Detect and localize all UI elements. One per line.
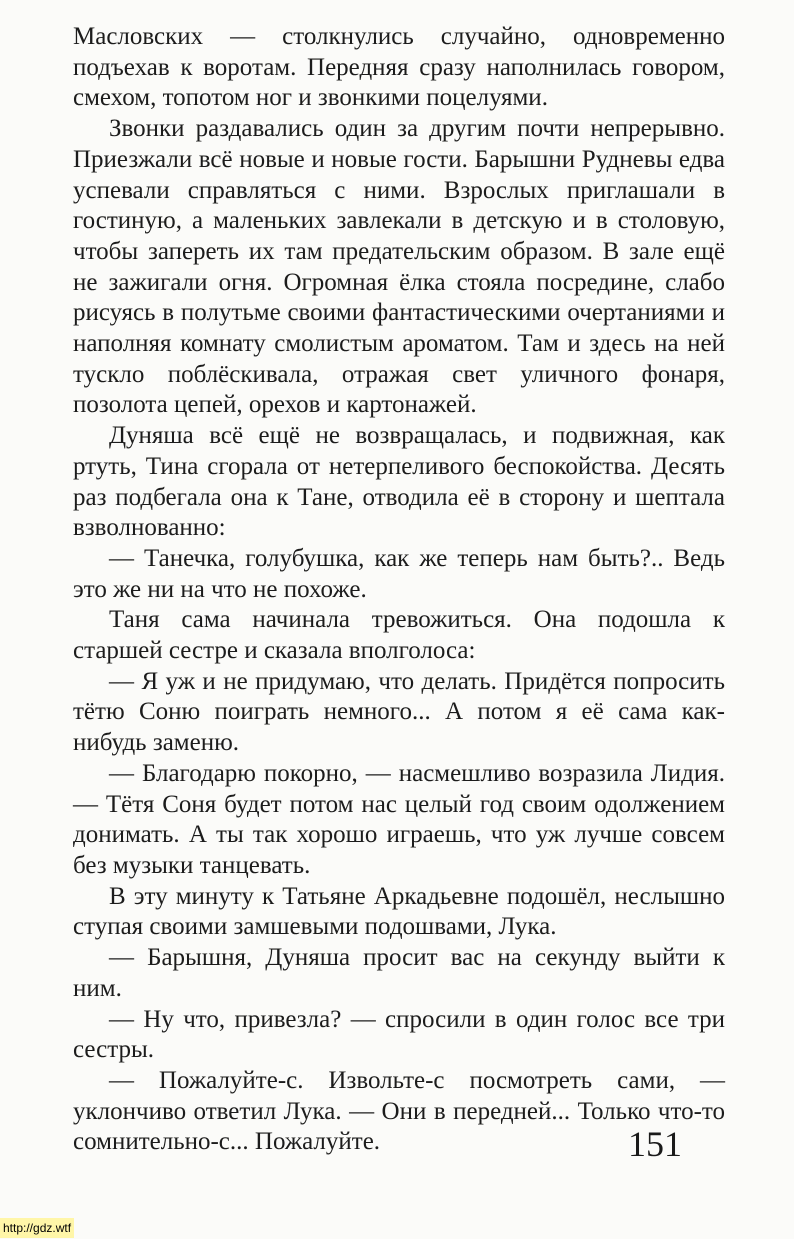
paragraph-1: Масловских — столкнулись случайно, одновременно подъехав к воротам. Передняя сразу наполнилась говором, смехом, топотом ног и звонкими поцелуями. bbox=[73, 23, 725, 112]
watermark-link[interactable]: http://gdz.wtf bbox=[0, 1218, 74, 1238]
paragraph-3: Дуняша всё ещё не возвращалась, и подвижная, как ртуть, Тина сгорала от нетерпеливого беспокойства. Десять раз подбегала она к Тане, отводила её в сторону и шептала взволнованно: bbox=[73, 422, 725, 542]
paragraph-8: В эту минуту к Татьяне Аркадьевне подошёл, неслышно ступая своими замшевыми подошвами, Лука. bbox=[73, 882, 725, 941]
paragraph-7: — Благодарю покорно, — насмешливо возразила Лидия. — Тётя Соня будет потом нас целый год своим одолжением донимать. А ты так хорошо играешь, что уж лучше совсем без музыки танцевать. bbox=[73, 759, 725, 879]
paragraph-2: Звонки раздавались один за другим почти непрерывно. Приезжали всё новые и новые гости. Барышни Рудневы едва успевали справляться с ними. Взрослых приглашали в гостиную, а маленьких завлекали в детскую и в столовую, чтобы запереть их там предательским образом. В зале ещё не зажигали огня. Огромная ёлка стояла посредине, слабо рисуясь в полутьме своими фантастическими очертаниями и наполняя комнату смолистым ароматом. Там и здесь на ней тускло поблёскивала, отражая свет уличного фонаря, позолота цепей, орехов и картонажей. bbox=[73, 115, 725, 419]
paragraph-10: — Ну что, привезла? — спросили в один голос все три сестры. bbox=[73, 1005, 725, 1064]
paragraph-5: Таня сама начинала тревожиться. Она подошла к старшей сестре и сказала вполголоса: bbox=[73, 606, 725, 665]
paragraph-11: — Пожалуйте-с. Извольте-с посмотреть сами, — уклончиво ответил Лука. — Они в передней... Только что-то сомнительно-с... Пожалуйте. bbox=[73, 1066, 725, 1156]
page-number: 151 bbox=[628, 1124, 682, 1164]
page-body bbox=[73, 22, 725, 1158]
paragraph-9: — Барышня, Дуняша просит вас на секунду выйти к ним. bbox=[73, 944, 725, 1002]
paragraph-6: — Я уж и не придумаю, что делать. Придётся попросить тётю Соню поиграть немного... А потом я её сама как-нибудь заменю. bbox=[73, 667, 725, 757]
paragraph-4: — Танечка, голубушка, как же теперь нам быть?.. Ведь это же ни на что не похоже. bbox=[73, 544, 725, 603]
